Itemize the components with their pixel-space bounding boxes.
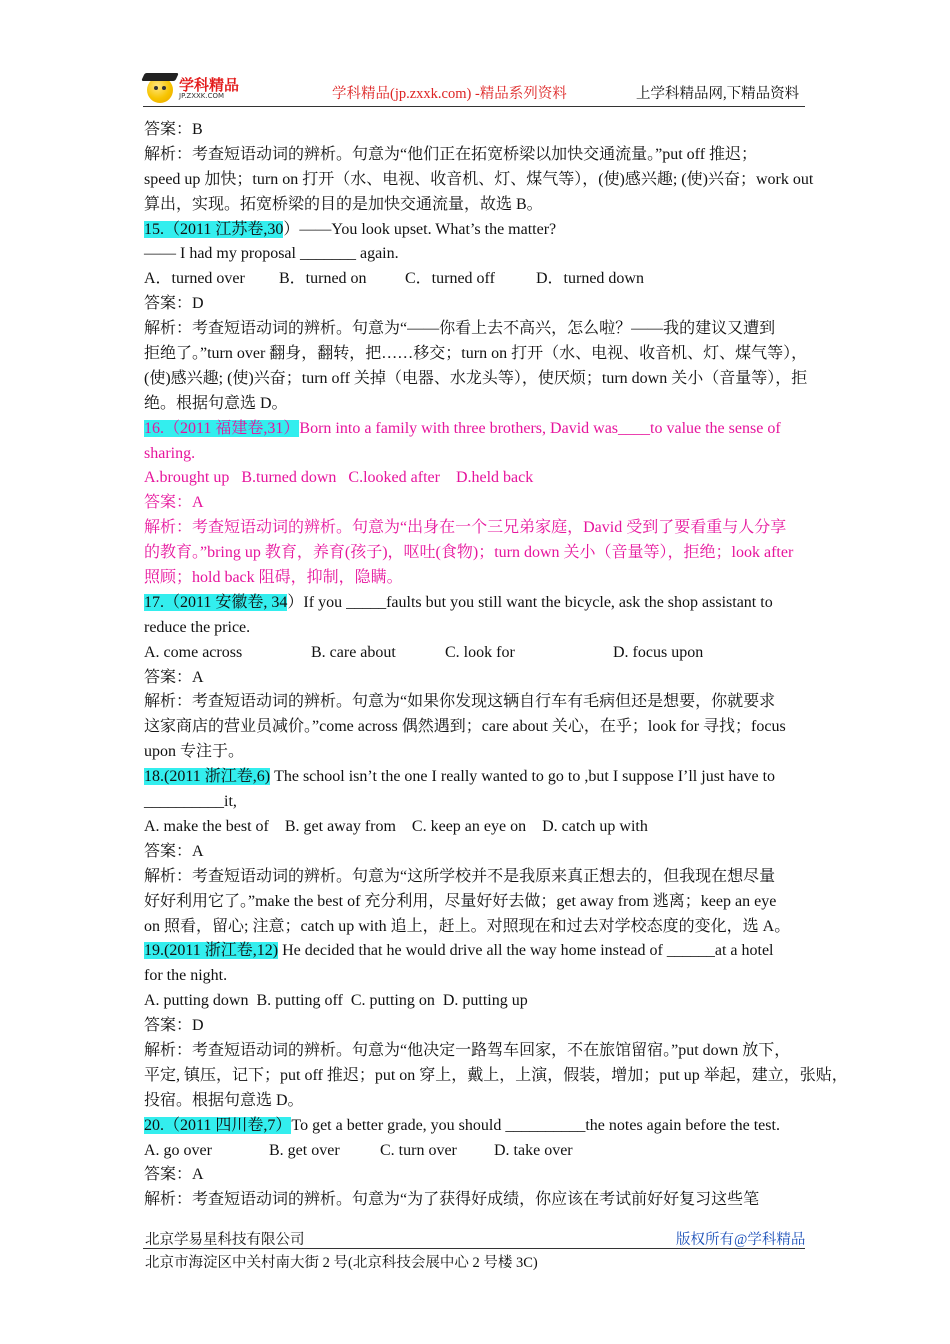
option-b: B. get over bbox=[269, 1141, 340, 1159]
logo-brand: 学科精品 bbox=[179, 76, 240, 94]
analysis-line: 绝。根据句意选 D。 bbox=[144, 394, 288, 412]
question-text: —— I had my proposal _______ again. bbox=[144, 245, 399, 263]
question-15 bbox=[144, 218, 808, 243]
question-17 bbox=[144, 591, 808, 616]
question-tag: 15.（2011 江苏卷,30 bbox=[144, 220, 284, 238]
analysis-line: 投宿。根据句意选 D。 bbox=[144, 1091, 304, 1109]
analysis-line: 照顾；hold back 阻碍，抑制，隐瞒。 bbox=[144, 569, 403, 587]
analysis-line: 好好利用它了。”make the best of 充分利用，尽量好好去做；get away from 逃离；keep an eye bbox=[144, 892, 777, 910]
options-line bbox=[144, 641, 808, 666]
analysis-line: on 照看，留心; 注意；catch up with 追上，赶上。对照现在和过去对学校态度的变化，选 A。 bbox=[144, 917, 791, 935]
question-16 bbox=[144, 417, 808, 442]
answer-line: 答案：A bbox=[144, 494, 204, 512]
analysis-line: 解析：考查短语动词的辨析。句意为“——你看上去不高兴，怎么啦？——我的建议又遭到 bbox=[144, 320, 776, 338]
analysis-line: 解析：考查短语动词的辨析。句意为“他们正在拓宽桥梁以加快交通流量。”put off 推迟； bbox=[144, 145, 758, 163]
question-text: ）If you _____faults but you still want the bicycle, ask the shop assistant to bbox=[287, 593, 773, 611]
question-text: He decided that he would drive all the way home instead of ______at a hotel bbox=[278, 942, 774, 960]
analysis-line: 的教育。”bring up 教育，养育(孩子)，呕吐(食物)；turn down 关小（音量等），拒绝；look after bbox=[144, 544, 794, 562]
option-d: D. take over bbox=[494, 1141, 573, 1159]
options-line: A. make the best of B. get away from C. keep an eye on D. catch up with bbox=[144, 817, 648, 835]
analysis-line: 算出，实现。拓宽桥梁的目的是加快交通流量，故选 B。 bbox=[144, 195, 543, 213]
options-line bbox=[144, 267, 808, 292]
header-divider bbox=[143, 106, 805, 107]
question-text: reduce the price. bbox=[144, 618, 251, 636]
analysis-line: speed up 加快；turn on 打开（水、电视、收音机、灯、煤气等），(使)感兴趣; (使)兴奋；work out bbox=[144, 170, 814, 188]
question-text: The school isn’t the one I really wanted to go to ,but I suppose I’ll just have to bbox=[270, 768, 776, 786]
question-18 bbox=[144, 765, 808, 790]
analysis-line: 解析：考查短语动词的辨析。句意为“为了获得好成绩，你应该在考试前好好复习这些笔 bbox=[144, 1191, 760, 1209]
logo-url: JP.ZXXK.COM bbox=[179, 92, 225, 100]
option-d: D. focus upon bbox=[613, 643, 704, 661]
analysis-line: 解析：考查短语动词的辨析。句意为“这所学校并不是我原来真正想去的，但我现在想尽量 bbox=[144, 867, 776, 885]
question-tag: 17.（2011 安徽卷, 34 bbox=[144, 593, 288, 611]
question-tag: 19.(2011 浙江卷,12) bbox=[144, 942, 279, 960]
footer-address: 北京市海淀区中关村南大街 2 号(北京科技会展中心 2 号楼 3C) bbox=[145, 1255, 538, 1271]
answer-line: 答案：A bbox=[144, 1166, 204, 1184]
graduation-cap-icon bbox=[141, 73, 179, 81]
question-tag: 20.（2011 四川卷,7） bbox=[144, 1116, 292, 1134]
analysis-line: 解析：考查短语动词的辨析。句意为“如果你发现这辆自行车有毛病但还是想要，你就要求 bbox=[144, 693, 776, 711]
option-c: C. look for bbox=[445, 643, 515, 661]
analysis-line: upon 专注于。 bbox=[144, 743, 245, 761]
answer-line: 答案：A bbox=[144, 842, 204, 860]
analysis-line: 解析：考查短语动词的辨析。句意为“他决定一路驾车回家，不在旅馆留宿。”put down 放下， bbox=[144, 1041, 791, 1059]
question-text: __________it, bbox=[144, 793, 237, 811]
answer-line: 答案：B bbox=[144, 121, 203, 138]
option-a: A. go over bbox=[144, 1141, 212, 1159]
analysis-line: 这家商店的营业员减价。”come across 偶然遇到；care about 关心，在乎；look for 寻找；focus bbox=[144, 718, 786, 736]
question-text: ）——You look upset. What’s the matter? bbox=[283, 220, 557, 238]
question-text: sharing. bbox=[144, 444, 196, 462]
zxxk-logo bbox=[143, 73, 238, 105]
document-body bbox=[144, 118, 848, 1213]
question-tag: 16.（2011 福建卷,31） bbox=[144, 419, 300, 437]
header-center-text: 学科精品(jp.zxxk.com) -精品系列资料 bbox=[332, 86, 567, 102]
answer-line: 答案：D bbox=[144, 295, 204, 313]
option-a: A. come across bbox=[144, 643, 243, 661]
analysis-line: 解析：考查短语动词的辨析。句意为“出身在一个三兄弟家庭，David 受到了要看重与人分享 bbox=[144, 519, 787, 537]
question-19 bbox=[144, 939, 808, 964]
analysis-line: 平定, 镇压，记下；put off 推迟；put on 穿上，戴上，上演，假装，增加；put up 举起，建立，张贴， bbox=[144, 1066, 848, 1084]
answer-line: 答案：D bbox=[144, 1017, 204, 1035]
options-line bbox=[144, 1139, 808, 1164]
option-c: C. turn over bbox=[380, 1141, 457, 1159]
options-line: A.brought up B.turned down C.looked after D.held back bbox=[144, 469, 534, 487]
option-b: B．turned on bbox=[279, 270, 367, 288]
answer-line: 答案：A bbox=[144, 668, 204, 686]
question-text: for the night. bbox=[144, 967, 228, 985]
option-a: A．turned over bbox=[144, 270, 245, 288]
question-text: Born into a family with three brothers, David was____to value the sense of bbox=[299, 419, 781, 437]
footer-copyright: 版权所有@学科精品 bbox=[676, 1232, 806, 1248]
option-d: D．turned down bbox=[536, 270, 644, 288]
footer-divider bbox=[143, 1248, 805, 1249]
analysis-line: 拒绝了。”turn over 翻身，翻转，把……移交；turn on 打开（水、电视、收音机、灯、煤气等）， bbox=[144, 345, 808, 363]
option-c: C．turned off bbox=[405, 270, 495, 288]
question-20 bbox=[144, 1114, 808, 1139]
question-tag: 18.(2011 浙江卷,6) bbox=[144, 768, 271, 786]
footer-company: 北京学易星科技有限公司 bbox=[145, 1232, 305, 1248]
options-line: A. putting down B. putting off C. putting on D. putting up bbox=[144, 992, 528, 1010]
question-text: To get a better grade, you should __________the notes again before the test. bbox=[291, 1116, 780, 1134]
analysis-line: (使)感兴趣; (使)兴奋；turn off 关掉（电器、水龙头等），使厌烦；turn down 关小（音量等），拒 bbox=[144, 369, 808, 387]
option-b: B. care about bbox=[311, 643, 396, 661]
header-right-text: 上学科精品网,下精品资料 bbox=[636, 86, 800, 102]
